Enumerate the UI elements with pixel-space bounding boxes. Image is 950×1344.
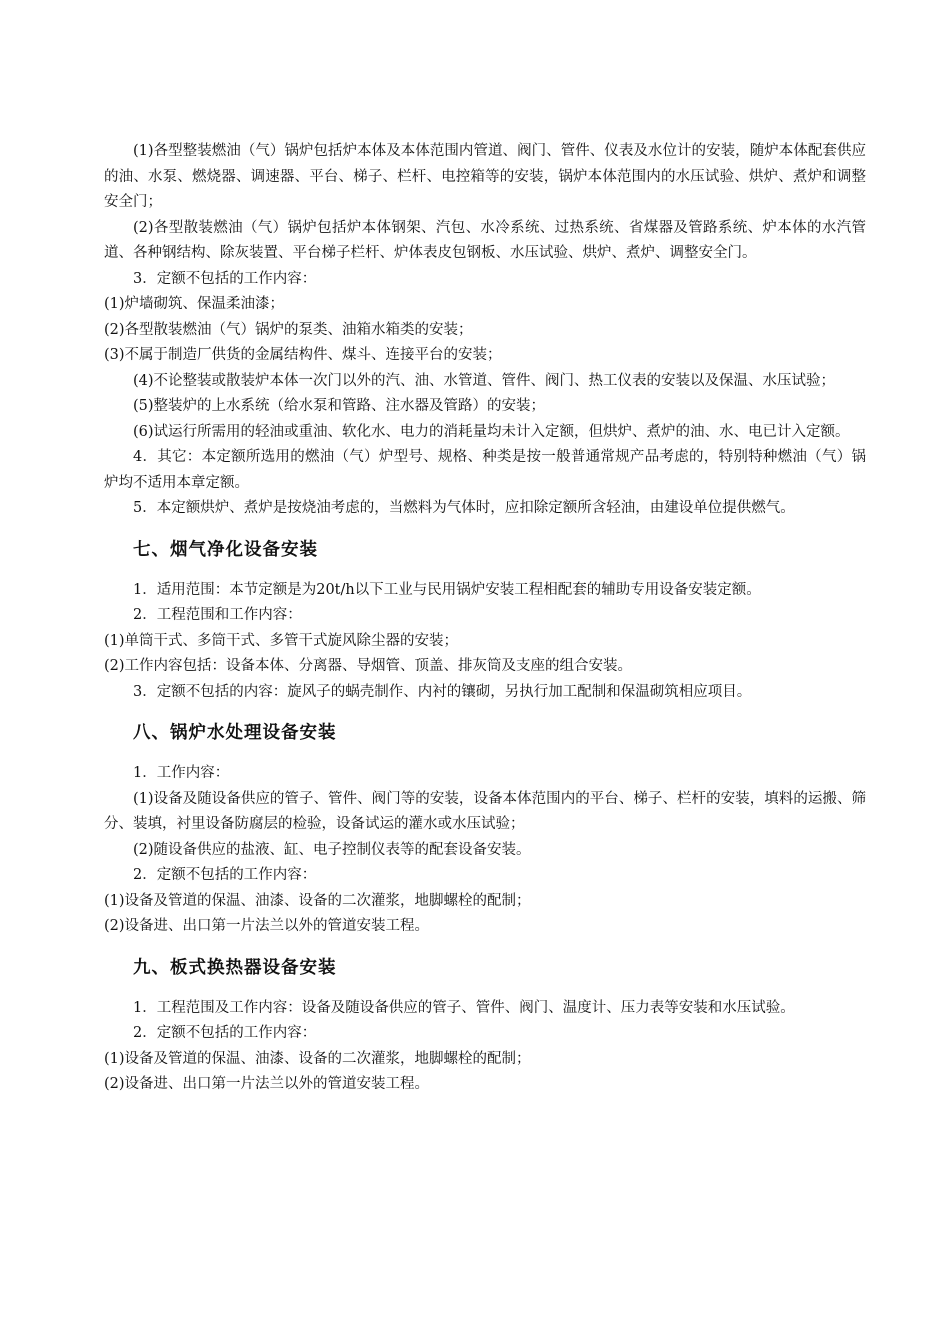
section-heading: 九、板式换热器设备安装 (133, 957, 337, 978)
paragraph: 4．其它：本定额所选用的燃油（气）炉型号、规格、种类是按一般普通常规产品考虑的，特别特种燃油（气）锅炉均不适用本章定额。 (104, 449, 866, 491)
paragraph: (2)工作内容包括：设备本体、分离器、导烟管、顶盖、排灰筒及支座的组合安装。 (104, 658, 633, 674)
paragraph: 5．本定额烘炉、煮炉是按烧油考虑的，当燃料为气体时，应扣除定额所含轻油，由建设单位提供燃气。 (133, 500, 795, 516)
section-heading: 八、锅炉水处理设备安装 (133, 723, 337, 743)
paragraph: (6)试运行所需用的轻油或重油、软化水、电力的消耗量均未计入定额，但烘炉、煮炉的油、水、电已计入定额。 (133, 423, 850, 440)
paragraph: (5)整装炉的上水系统（给水泵和管路、注水器及管路）的安装； (133, 398, 546, 414)
paragraph: 1．工作内容： (133, 765, 230, 781)
paragraph: (1)炉墙砌筑、保温柔油漆； (104, 296, 285, 312)
paragraph: (1)设备及随设备供应的管子、管件、阀门等的安装，设备本体范围内的平台、梯子、栏杆的安装，填料的运搬、筛分、装填，衬里设备防腐层的检验，设备试运的灌水或水压试验； (104, 790, 866, 832)
paragraph: 1．工程范围及工作内容：设备及随设备供应的管子、管件、阀门、温度计、压力表等安装和水压试验。 (133, 999, 795, 1016)
paragraph: 2．定额不包括的工作内容： (133, 867, 317, 883)
paragraph: (4)不论整装或散装炉本体一次门以外的汽、油、水管道、管件、阀门、热工仪表的安装以及保温、水压试验； (133, 372, 836, 389)
section-heading: 七、烟气净化设备安装 (133, 539, 318, 560)
paragraph: (2)设备进、出口第一片法兰以外的管道安装工程。 (104, 1076, 430, 1092)
paragraph: (1)单筒干式、多筒干式、多管干式旋风除尘器的安装； (104, 632, 459, 649)
paragraph: (2)各型散装燃油（气）锅炉的泵类、油箱水箱类的安装； (104, 321, 473, 338)
paragraph: 2．定额不包括的工作内容： (133, 1025, 317, 1041)
paragraph: 1．适用范围：本节定额是为20t/h以下工业与民用锅炉安装工程相配套的辅助专用设备安装定额。 (133, 581, 761, 598)
page-content (104, 139, 866, 1098)
paragraph: (2)各型散装燃油（气）锅炉包括炉本体钢架、汽包、水冷系统、过热系统、省煤器及管路系统、炉本体的水汽管道、各种钢结构、除灰装置、平台梯子栏杆、炉体表皮包钢板、水压试验、烘炉、煮炉、调整安全门。 (104, 219, 866, 261)
paragraph: 2．工程范围和工作内容： (133, 607, 302, 623)
paragraph: (3)不属于制造厂供货的金属结构件、煤斗、连接平台的安装； (104, 347, 502, 363)
paragraph: (2)设备进、出口第一片法兰以外的管道安装工程。 (104, 918, 430, 934)
paragraph: (2)随设备供应的盐液、缸、电子控制仪表等的配套设备安装。 (133, 841, 531, 858)
paragraph: (1)各型整装燃油（气）锅炉包括炉本体及本体范围内管道、阀门、管件、仪表及水位计的安装，随炉本体配套供应的油、水泵、燃烧器、调速器、平台、梯子、栏杆、电控箱等的安装，锅炉本体范围内的水压试验、烘炉、煮炉和调整安全门； (104, 143, 866, 210)
paragraph: 3．定额不包括的内容：旋风子的蜗壳制作、内衬的镶砌，另执行加工配制和保温砌筑相应项目。 (133, 683, 752, 700)
paragraph: (1)设备及管道的保温、油漆、设备的二次灌浆，地脚螺栓的配制； (104, 1050, 531, 1067)
paragraph: 3．定额不包括的工作内容： (133, 270, 317, 287)
paragraph: (1)设备及管道的保温、油漆、设备的二次灌浆，地脚螺栓的配制； (104, 892, 531, 909)
